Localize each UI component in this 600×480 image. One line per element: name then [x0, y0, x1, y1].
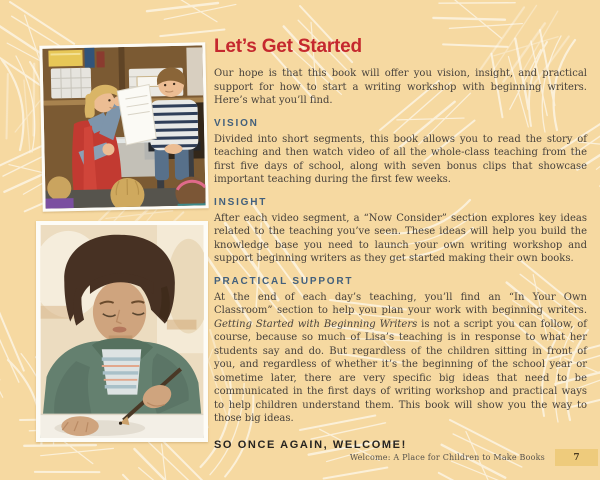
page-footer [350, 449, 598, 466]
section-heading-practical-support: PRACTICAL SUPPORT [214, 275, 354, 287]
page-number: 7 [555, 449, 598, 466]
section-body-practical-support: At the end of each day’s teaching, you’ll find an “In Your Own Classroom” section to help you plan your work with beginning writers. Getting Started with Beginning Writers is not a script you can follow, of course, because so much of Lisa’s teaching is in response to what her students say and do. But regardless of the children sitting in front of you, and regardless of whether it’s the beginning of the school year or sometime later, there are very specific big ideas that need to be communicated in the first days of writing workshop and practical ways to help children understand them. This book will show you the way to those big ideas. [214, 291, 588, 424]
photo-boy-writing [36, 221, 208, 442]
boy-writing-illustration [40, 225, 204, 438]
page-title: Let’s Get Started [214, 36, 362, 57]
photo-classroom [39, 42, 208, 211]
section-heading-vision: VISION [214, 117, 259, 129]
closing-line: SO ONCE AGAIN, WELCOME! [214, 438, 407, 451]
intro-paragraph: Our hope is that this book will offer you vision, insight, and practical support for how to start a writing workshop with beginning writers. Here’s what you’ll find. [214, 68, 587, 106]
classroom-illustration [42, 45, 205, 208]
text-column [214, 36, 587, 461]
running-footer-text: Welcome: A Place for Children to Make Books [349, 453, 545, 462]
section-heading-insight: INSIGHT [214, 196, 268, 208]
section-body-vision: Divided into short segments, this book allows you to read the story of teaching and then watch video of all the whole-class teaching from the first five days of school, along with seven bonus clips that showcase important teaching during the first few weeks. [214, 133, 587, 185]
section-body-insight: After each video segment, a “Now Consider” section explores key ideas related to the teaching you’ve seen. These ideas will help you build the knowledge base you need to launch your own writing workshop and support beginning writers as they get started making their own books. [214, 212, 587, 264]
